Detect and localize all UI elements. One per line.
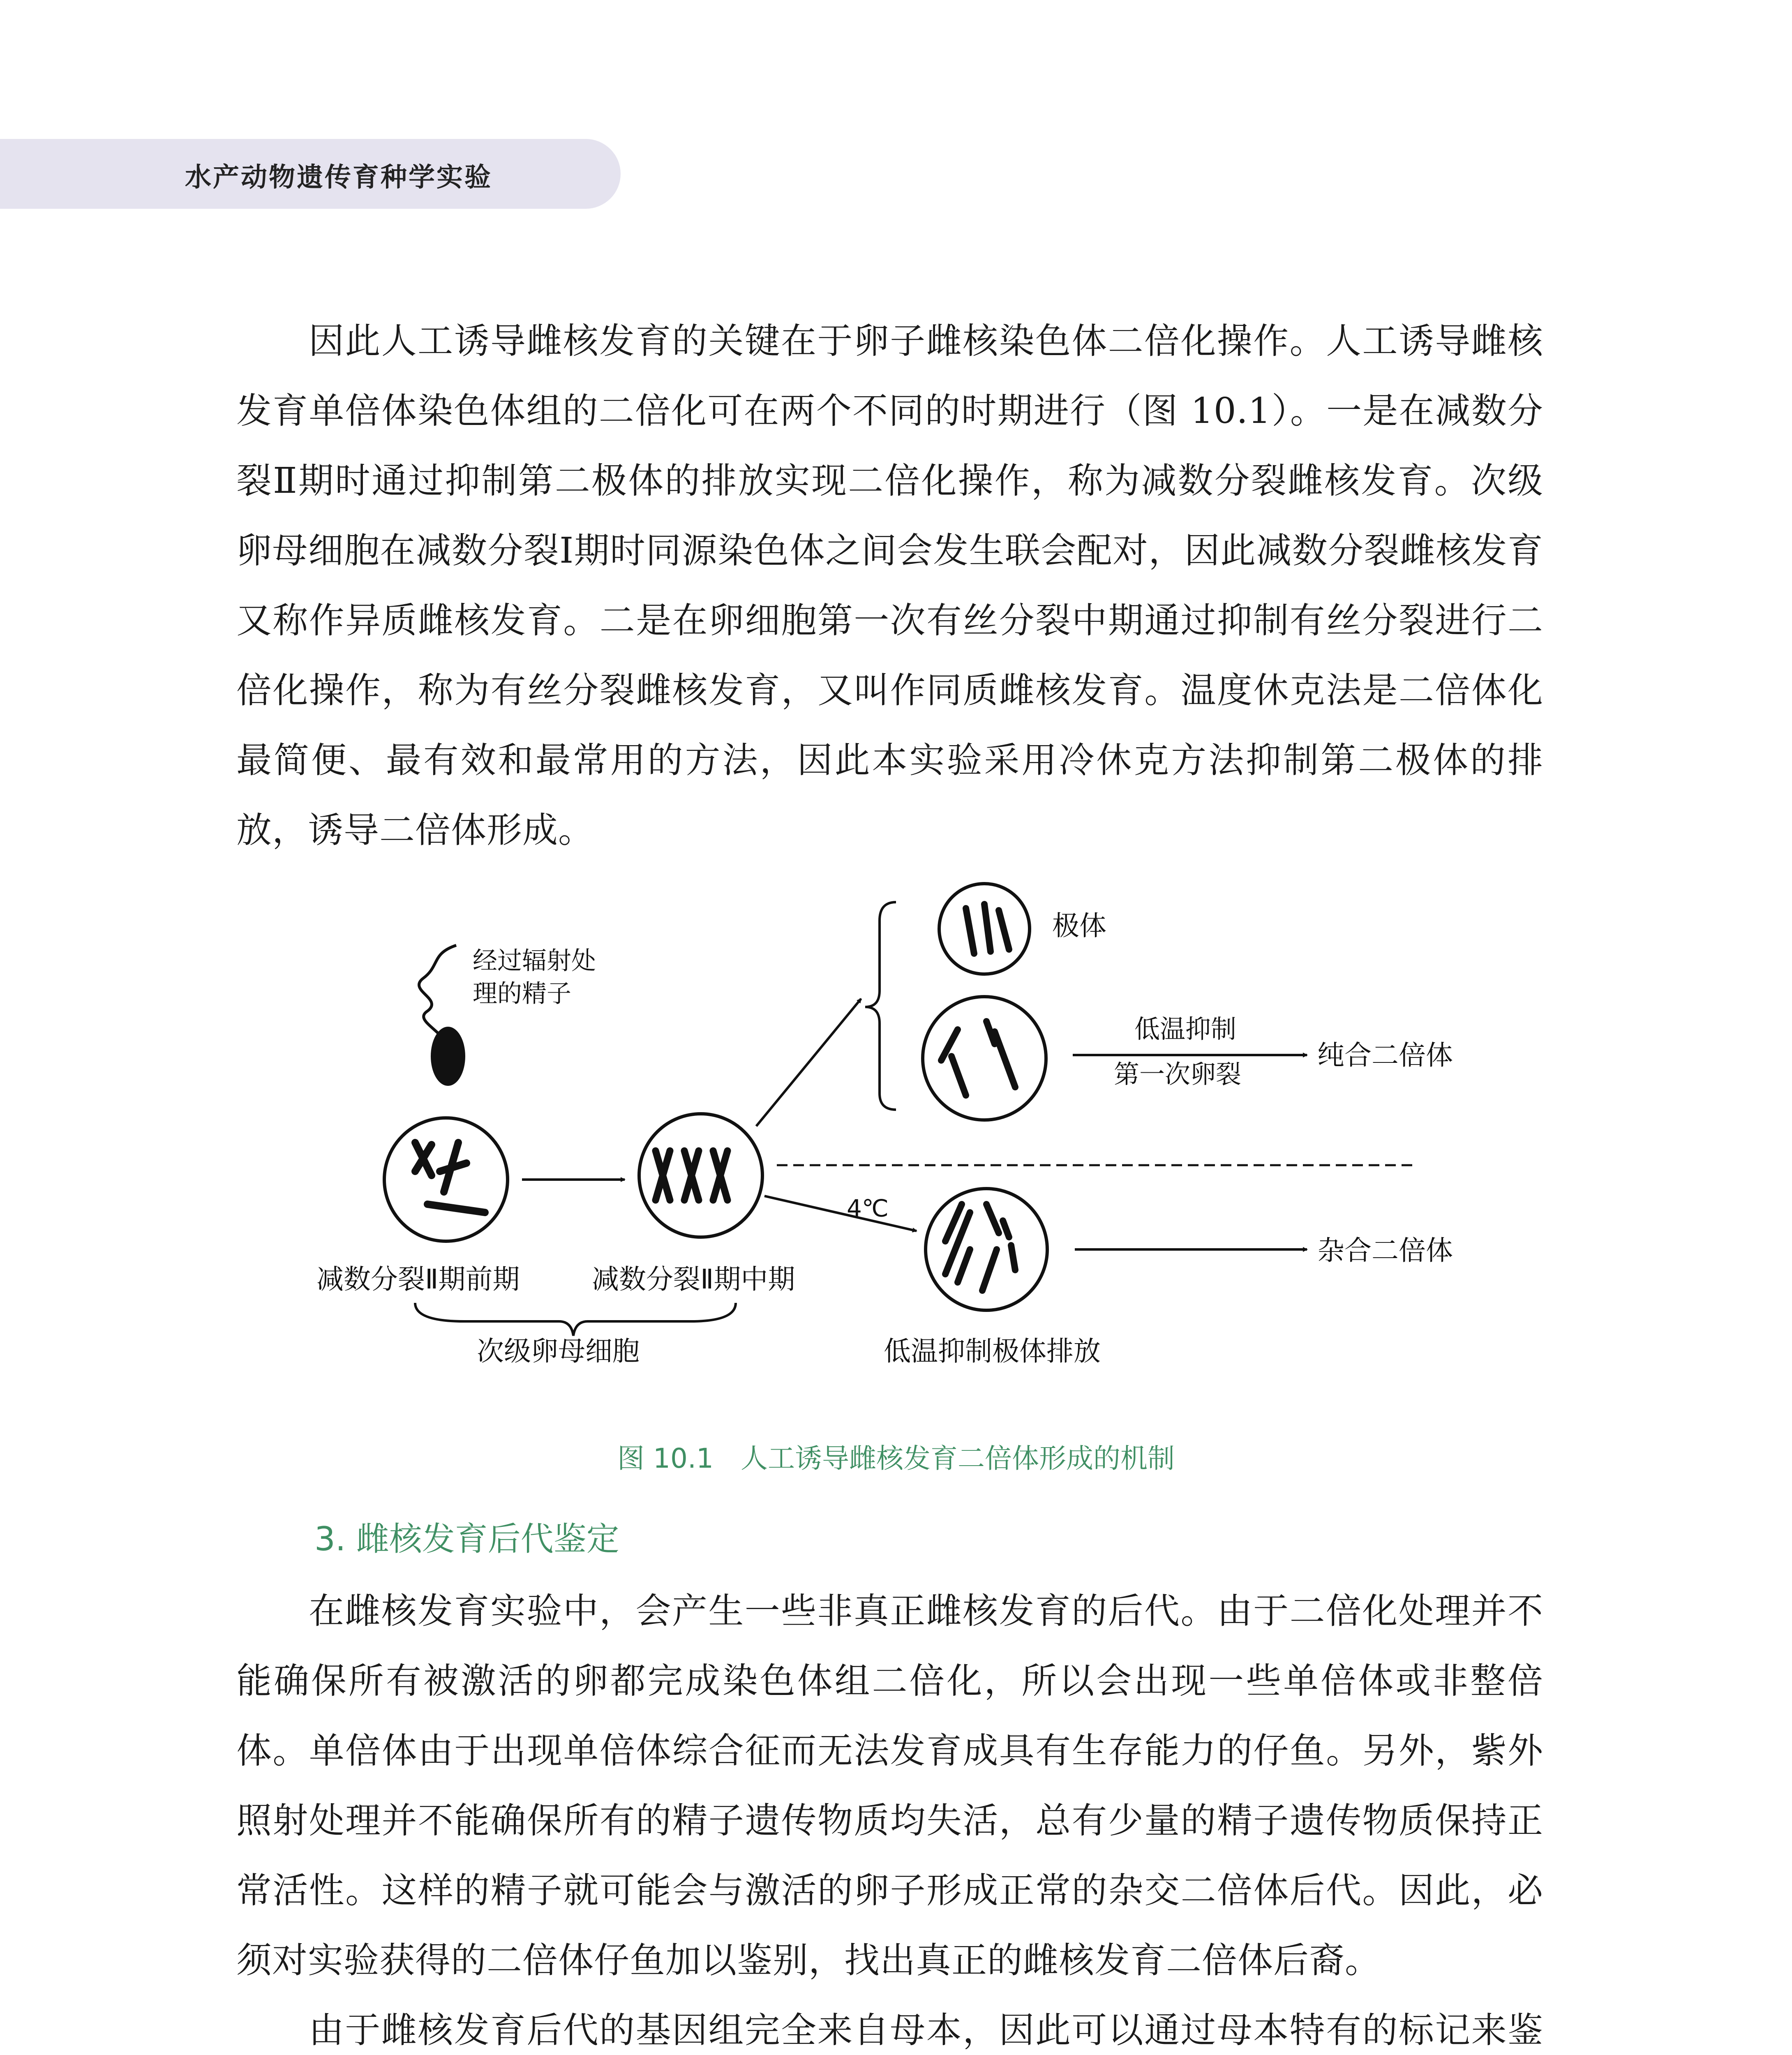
label-secondary-oocyte: 次级卵母细胞 [477,1335,640,1367]
body-paragraph-3: 由于雌核发育后代的基因组完全来自母本，因此可以通过母本特有的标记来鉴 [309,2010,1543,2051]
label-heterozygous-diploid: 杂合二倍体 [1317,1235,1453,1266]
secondary-oocyte-brace [415,1303,736,1336]
arrow-to-polar-branch [756,999,861,1126]
sperm-label-line1: 经过辐射处 [473,947,596,975]
prophase-cell [384,1118,508,1241]
label-polar-body: 极体 [1052,910,1106,942]
sperm-label-line2: 理的精子 [473,979,571,1008]
egg-cell-upper [923,997,1046,1120]
sperm-icon [419,945,465,1086]
label-polar-body-release: 低温抑制极体排放 [884,1335,1101,1367]
running-header-title: 水产动物遗传育种学实验 [185,162,492,193]
label-first-cleavage: 第一次卵裂 [1114,1059,1242,1089]
egg-cell-lower [926,1189,1047,1310]
section-heading: 3. 雌核发育后代鉴定 [314,1520,619,1558]
metaphase-cell [639,1114,762,1237]
label-homozygous-diploid: 纯合二倍体 [1317,1039,1453,1071]
label-low-temp-inhibit: 低温抑制 [1134,1014,1237,1044]
figure-10-1-diagram [0,880,1792,1430]
polar-body-cell [939,884,1030,974]
body-paragraph-2: 在雌核发育实验中，会产生一些非真正雌核发育的后代。由于二倍化处理并不能确保所有被激活的卵都完成染色体组二倍化，所以会出现一些单倍体或非整倍体。单倍体由于出现单倍体综合征而无法发育成具有生存能力的仔鱼。另外，紫外照射处理并不能确保所有的精子遗传物质均失活，总有少量的精子遗传物质保持正常活性。这样的精子就可能会与激活的卵子形成正常的杂交二倍体后代。因此，必须对实验获得的二倍体仔鱼加以鉴别，找出真正的雌核发育二倍体后裔。 [236,1591,1543,1981]
figure-caption: 图 10.1 人工诱导雌核发育二倍体形成的机制 [617,1443,1175,1474]
label-prophase: 减数分裂Ⅱ期前期 [316,1263,520,1295]
polar-group-brace [865,902,896,1110]
label-temperature: 4℃ [847,1194,889,1222]
body-paragraph-1: 因此人工诱导雌核发育的关键在于卵子雌核染色体二倍化操作。人工诱导雌核发育单倍体染色体组的二倍化可在两个不同的时期进行（图 10.1）。一是在减数分裂Ⅱ期时通过抑制第二极体的排放实现二倍化操作，称为减数分裂雌核发育。次级卵母细胞在减数分裂Ⅰ期时同源染色体之间会发生联会配对，因此减数分裂雌核发育又称作异质雌核发育。二是在卵细胞第一次有丝分裂中期通过抑制有丝分裂进行二倍化操作，称为有丝分裂雌核发育，又叫作同质雌核发育。温度休克法是二倍体化最简便、最有效和最常用的方法，因此本实验采用冷休克方法抑制第二极体的排放，诱导二倍体形成。 [236,321,1543,851]
arrow-to-polar-release [764,1196,917,1231]
label-metaphase: 减数分裂Ⅱ期中期 [592,1263,795,1295]
